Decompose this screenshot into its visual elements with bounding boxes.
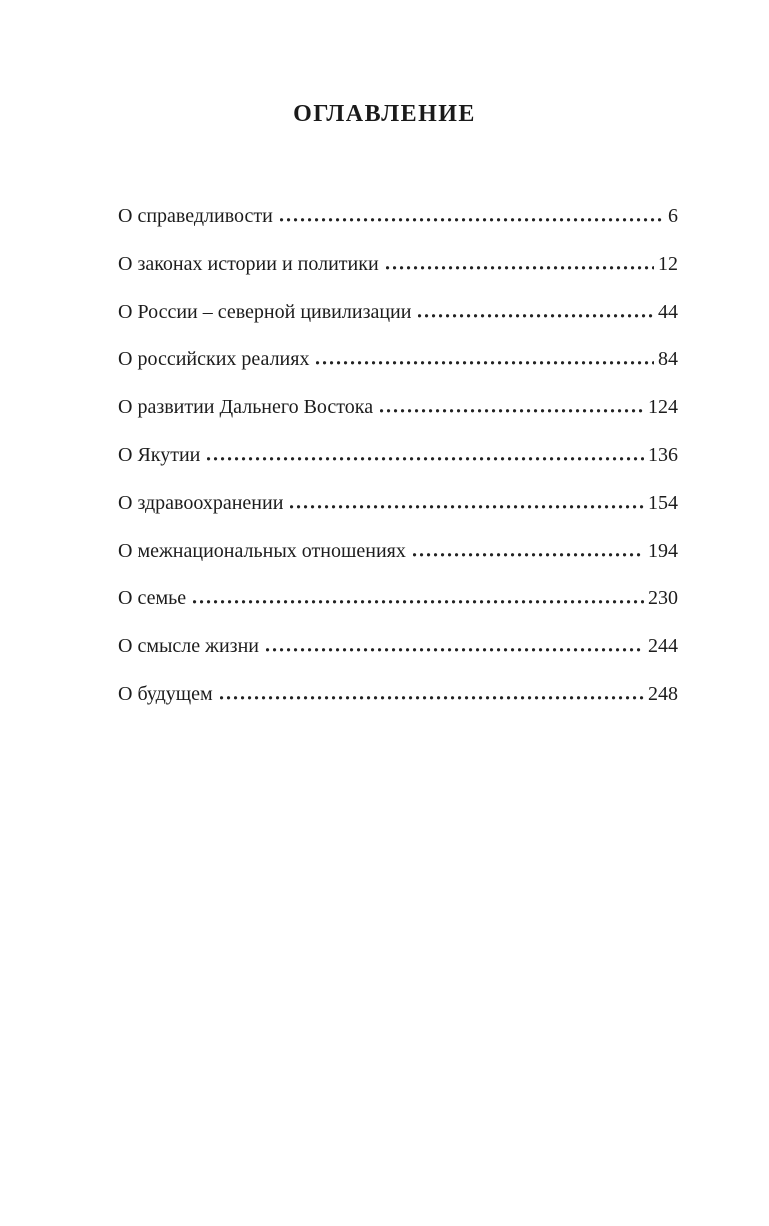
toc-entry-page: 6: [668, 205, 678, 227]
dot-leader: [418, 314, 654, 318]
toc-entry-page: 12: [658, 252, 678, 275]
toc-entry: [118, 336, 678, 384]
dot-leader: [386, 266, 654, 270]
toc-entry: [118, 480, 678, 528]
toc-entry-title: О справедливости: [118, 205, 273, 227]
toc-entry-page: 194: [648, 539, 678, 562]
toc-entry: [118, 289, 678, 337]
toc-entry-page: 84: [658, 348, 678, 371]
dot-leader: [266, 648, 644, 652]
toc-entry-page: 248: [648, 682, 678, 705]
table-of-contents: [118, 193, 678, 719]
toc-entry: [118, 671, 678, 719]
toc-entry-title: О Якутии: [118, 443, 201, 466]
toc-entry-title: О смысле жизни: [118, 635, 259, 658]
toc-entry-title: О России – северной цивилизации: [118, 300, 412, 323]
toc-entry: [118, 528, 678, 576]
toc-entry: [118, 575, 678, 623]
page-title: ОГЛАВЛЕНИЕ: [293, 101, 476, 127]
toc-entry-title: О российских реалиях: [118, 348, 310, 371]
toc-entry: [118, 241, 678, 289]
dot-leader: [413, 553, 644, 557]
toc-entry-title: О семье: [118, 587, 187, 610]
toc-entry-page: 244: [648, 635, 678, 658]
toc-entry: [118, 384, 678, 432]
toc-entry-title: О развитии Дальнего Востока: [118, 396, 374, 419]
dot-leader: [316, 361, 654, 365]
dot-leader: [220, 696, 644, 700]
toc-entry-page: 154: [648, 491, 678, 514]
toc-entry-title: О межнациональных отношениях: [118, 539, 406, 562]
toc-entry-page: 124: [648, 396, 678, 419]
dot-leader: [280, 218, 664, 222]
toc-entry-title: О законах истории и политики: [118, 252, 379, 275]
dot-leader: [290, 505, 644, 509]
toc-entry: [118, 623, 678, 671]
toc-entry-page: 44: [658, 300, 678, 323]
dot-leader: [380, 409, 644, 413]
toc-entry-title: О будущем: [118, 682, 213, 705]
dot-leader: [193, 600, 644, 604]
toc-entry: [118, 193, 678, 241]
dot-leader: [207, 457, 644, 461]
toc-entry-title: О здравоохранении: [118, 491, 284, 514]
toc-entry: [118, 432, 678, 480]
toc-entry-page: 230: [648, 587, 678, 610]
toc-entry-page: 136: [648, 443, 678, 466]
